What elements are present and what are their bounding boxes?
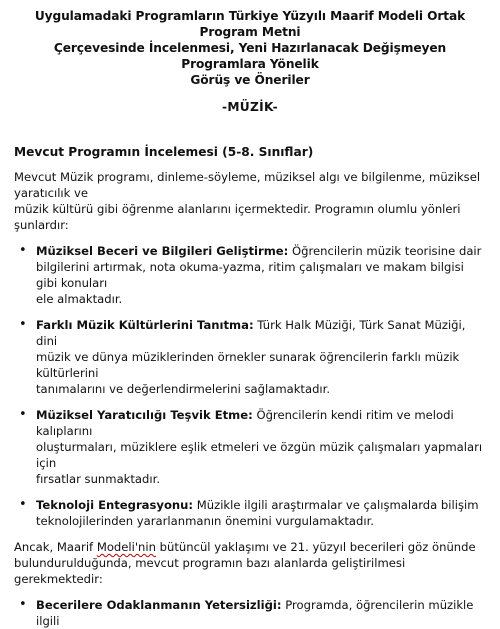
bullet-text: fırsatlar sunmaktadır. bbox=[36, 472, 161, 486]
bullet-term: Farklı Müzik Kültürlerini Tanıtma: bbox=[36, 318, 254, 332]
intro-paragraph bbox=[14, 169, 486, 233]
bullet-term: Teknoloji Entegrasyonu: bbox=[36, 498, 194, 512]
intro-line-2: müzik kültürü gibi öğrenme alanlarını içermektedir. Programın olumlu yönleri şunlardır: bbox=[14, 202, 461, 232]
strengths-list bbox=[14, 243, 486, 529]
bullet-text: tanımalarını ve değerlendirmelerini sağlamaktadır. bbox=[36, 382, 331, 396]
title-line-1: Uygulamadaki Programların Türkiye Yüzyılı Maarif Modeli Ortak Program Metni bbox=[34, 9, 466, 39]
spelling-flagged-word: Modeli'nin bbox=[96, 540, 156, 554]
document-subtitle: -MÜZİK- bbox=[222, 100, 278, 114]
weaknesses-list bbox=[14, 597, 486, 629]
bullet-text: müzik ve dünya müziklerinden örnekler sunarak öğrencilerin farklı müzik kültürlerini bbox=[36, 350, 460, 380]
section-heading: Mevcut Programın İncelemesi (5-8. Sınıflar) bbox=[14, 145, 314, 159]
bullet-icon: • bbox=[19, 243, 27, 258]
bullet-text: teknolojilerinden yararlanmanın önemini vurgulamaktadır. bbox=[36, 514, 374, 528]
bullet-term: Becerilere Odaklanmanın Yetersizliği: bbox=[36, 598, 282, 612]
bullet-icon: • bbox=[19, 597, 27, 612]
closing-text: Ancak, Maarif bbox=[14, 540, 97, 554]
bullet-term: Müziksel Yaratıcılığı Teşvik Etme: bbox=[36, 408, 253, 422]
closing-text: bütüncül yaklaşımı ve 21. yüzyıl becerileri göz önünde bbox=[155, 540, 476, 554]
bullet-text: Türk Halk Müziği, Türk Sanat Müziği, dini bbox=[36, 318, 466, 348]
bullet-text: Öğrencilerin müzik teorisine dair bbox=[288, 244, 482, 258]
bullet-icon: • bbox=[19, 407, 27, 422]
list-item bbox=[14, 407, 486, 487]
bullet-icon: • bbox=[19, 497, 27, 512]
bullet-text: Programda, öğrencilerin müzikle ilgili bbox=[36, 598, 474, 628]
bullet-text: Öğrencilerin kendi ritim ve melodi kalıplarını bbox=[36, 408, 454, 438]
list-item bbox=[14, 243, 486, 307]
list-item bbox=[14, 497, 486, 529]
title-line-2: Çerçevesinde İncelenmesi, Yeni Hazırlanacak Değişmeyen Programlara Yönelik bbox=[53, 41, 447, 71]
bullet-text: bilgilerini artırmak, nota okuma-yazma, ritim çalışmaları ve makam bilgisi gibi konuları bbox=[36, 260, 464, 290]
closing-paragraph bbox=[14, 539, 486, 587]
bullet-text: ele almaktadır. bbox=[36, 292, 123, 306]
document-title bbox=[14, 0, 486, 88]
bullet-term: Müziksel Beceri ve Bilgileri Geliştirme: bbox=[36, 244, 289, 258]
list-item bbox=[14, 317, 486, 397]
intro-line-1: Mevcut Müzik programı, dinleme-söyleme, müziksel algı ve bilgilenme, müziksel yaratıcılık ve bbox=[14, 170, 481, 200]
bullet-text: oluşturmaları, müziklere eşlik etmeleri ve özgün müzik çalışmaları yapmaları için bbox=[36, 440, 483, 470]
closing-text: bulundurulduğunda, mevcut programın bazı alanlarda geliştirilmesi gerekmektedir: bbox=[14, 556, 406, 586]
list-item bbox=[14, 597, 486, 629]
bullet-icon: • bbox=[19, 317, 27, 332]
title-line-3: Görüş ve Öneriler bbox=[190, 73, 310, 87]
bullet-text: Müzikle ilgili araştırmalar ve çalışmalarda bilişim bbox=[193, 498, 479, 512]
